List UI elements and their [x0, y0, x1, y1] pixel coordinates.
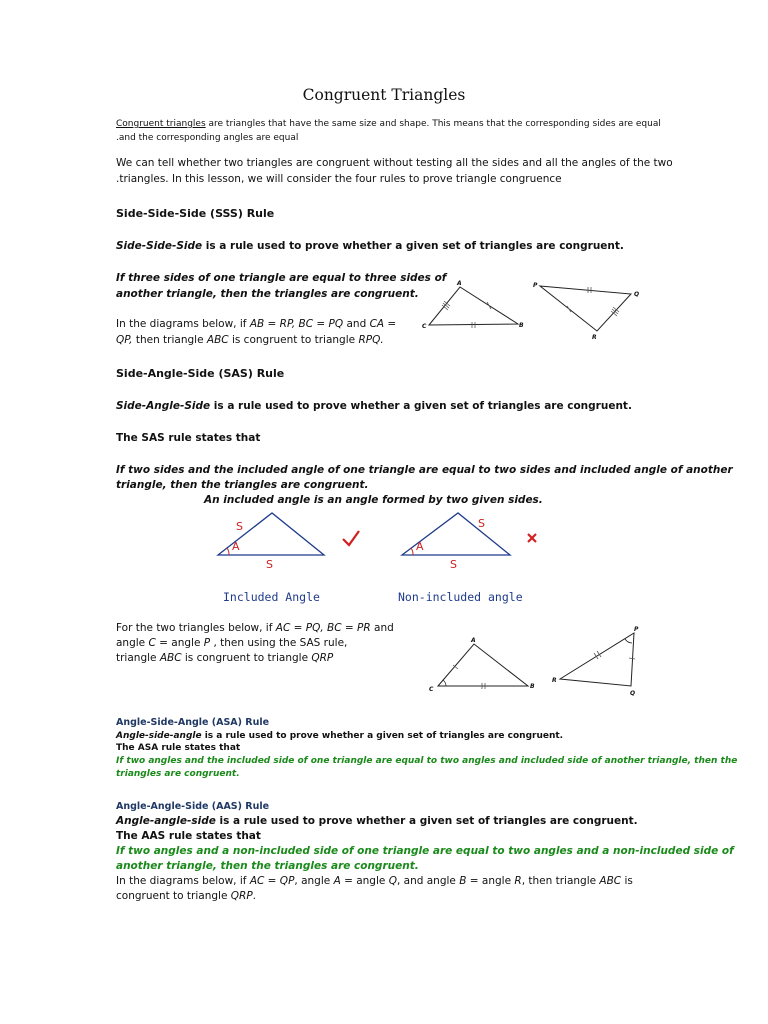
sas-fig1-s-bottom: S [266, 558, 273, 570]
sas-triangle-abc [438, 644, 528, 686]
sas-triangle-pqr [560, 633, 634, 686]
sss-def-term: Side-Side-Side [116, 240, 203, 252]
sss-triangle-abc [429, 287, 518, 325]
sas-label-c: C [429, 686, 434, 693]
t2: AB = RP, BC = PQ [249, 318, 344, 330]
sas-definition [116, 399, 632, 414]
aas-rule-line-1: If two angles and a non-included side of one triangle are equal to two angles and a non-included side of [116, 845, 734, 857]
aas-rule-line-2: another triangle, then the triangles are congruent. [116, 860, 419, 872]
sas-rule-line-2: triangle, then the triangles are congruent. [116, 479, 369, 491]
asa-states: The ASA rule states that [116, 743, 241, 753]
sss-label-c: C [422, 323, 427, 330]
u9: triangle [116, 652, 160, 664]
aas-def-rest: is a rule used to prove whether a given set of triangles are congruent. [215, 815, 638, 827]
v13: is [621, 875, 633, 887]
sas-heading: Side-Angle-Side (SAS) Rule [116, 367, 285, 380]
nonincluded-angle-label: Non-included angle [398, 590, 523, 604]
sas-label-p: P [634, 626, 639, 633]
sas-label-q: Q [630, 690, 636, 697]
cross-icon [528, 534, 536, 542]
t8: is congruent to triangle [228, 334, 359, 346]
intro-line-1 [116, 118, 661, 131]
sss-example-line-2 [116, 333, 384, 348]
u12: QRP [311, 652, 334, 664]
u10: ABC [159, 652, 182, 664]
sas-fig1-s-top: S [236, 520, 243, 533]
sss-diagram [415, 275, 655, 345]
v12: ABC [599, 875, 622, 887]
v15: QRP [230, 890, 253, 902]
aas-states: The AAS rule states that [116, 830, 261, 842]
sas-note: An included angle is an angle formed by two given sides. [204, 494, 543, 506]
sas-rule-line-1: If two sides and the included angle of one triangle are equal to two sides and included angle of another [116, 464, 733, 476]
intro-term: Congruent triangles [116, 119, 206, 129]
aas-example-line-2 [116, 889, 256, 904]
v8: B [459, 875, 467, 887]
t9: RPQ. [358, 334, 384, 346]
sss-rule-line-1: If three sides of one triangle are equal to three sides of [116, 272, 447, 284]
sss-def-rest: is a rule used to prove whether a given set of triangles are congruent. [202, 240, 624, 252]
v16: . [252, 890, 257, 902]
asa-def-term: Angle-side-angle [116, 731, 202, 741]
v11: , then triangle [521, 875, 600, 887]
v5: = angle [340, 875, 389, 887]
sss-label-q: Q [634, 291, 640, 298]
sas-label-b: B [530, 683, 535, 690]
sss-rule-line-2: another triangle, then the triangles are congruent. [116, 288, 419, 300]
asa-rule-line-2: triangles are congruent. [116, 769, 240, 779]
u11: is congruent to triangle [181, 652, 312, 664]
u4: angle [116, 637, 149, 649]
sas-def-term: Side-Angle-Side [116, 400, 211, 412]
intro-line-1-text: are triangles that have the same size and shape. This means that the corresponding sides are equal [205, 119, 661, 129]
aas-example-line-1 [116, 874, 633, 889]
sss-example-line-1 [116, 317, 396, 332]
t5: QP, [116, 334, 133, 346]
sas-example-line-1 [116, 621, 394, 636]
sss-label-b: B [519, 322, 524, 329]
sss-definition [116, 239, 624, 254]
sss-triangle-pqr [540, 286, 631, 331]
page-title: Congruent Triangles [302, 86, 466, 104]
u5: C [148, 637, 156, 649]
sas-fig1-a: A [232, 540, 240, 553]
u6: = angle [155, 637, 204, 649]
u3: and [370, 622, 394, 634]
sss-label-p: P [533, 282, 538, 289]
u2: AC = PQ, BC = PR [275, 622, 371, 634]
sas-label-a: A [471, 637, 476, 644]
v9: = angle [466, 875, 515, 887]
u8: , then using the SAS rule, [210, 637, 348, 649]
aas-definition [116, 814, 638, 829]
sss-label-r: R [592, 334, 597, 341]
v7: , and angle [396, 875, 460, 887]
sas-figures [212, 508, 562, 570]
sas-diagram [420, 620, 650, 700]
included-angle-label: Included Angle [223, 590, 320, 604]
t1: In the diagrams below, if [116, 318, 250, 330]
asa-rule-line-1: If two angles and the included side of one triangle are equal to two angles and included side of another triangle, then the [116, 756, 738, 766]
aas-heading: Angle-Angle-Side (AAS) Rule [116, 801, 270, 812]
t3: and [343, 318, 370, 330]
v2: AC = QP [249, 875, 295, 887]
sas-label-r: R [552, 677, 557, 684]
t6: then triangle [132, 334, 207, 346]
sas-example-line-3 [116, 651, 333, 666]
v4: A [333, 875, 341, 887]
asa-heading: Angle-Side-Angle (ASA) Rule [116, 717, 270, 728]
u1: For the two triangles below, if [116, 622, 276, 634]
t4: CA = [369, 318, 397, 330]
v10: R [514, 875, 522, 887]
v1: In the diagrams below, if [116, 875, 250, 887]
check-icon [343, 531, 359, 545]
sss-label-a: A [457, 280, 462, 287]
u7: P [203, 637, 211, 649]
aas-def-term: Angle-angle-side [116, 815, 216, 827]
sas-fig2-s-bottom: S [450, 558, 457, 570]
sas-def-rest: is a rule used to prove whether a given set of triangles are congruent. [210, 400, 632, 412]
sas-fig2-s-top: S [478, 517, 485, 530]
sas-fig2-a: A [416, 540, 424, 553]
sss-heading: Side-Side-Side (SSS) Rule [116, 207, 275, 220]
sas-example-line-2 [116, 636, 347, 651]
intro-line-2: .and the corresponding angles are equal [116, 133, 299, 143]
v3: , angle [294, 875, 334, 887]
t7: ABC [206, 334, 229, 346]
para2-line-2: .triangles. In this lesson, we will consider the four rules to prove triangle congruence [116, 173, 562, 185]
para2-line-1: We can tell whether two triangles are congruent without testing all the sides and all the angles of the two [116, 157, 673, 169]
v14: congruent to triangle [116, 890, 231, 902]
asa-def-rest: is a rule used to prove whether a given set of triangles are congruent. [201, 731, 564, 741]
v6: Q [388, 875, 397, 887]
sas-states: The SAS rule states that [116, 432, 261, 444]
